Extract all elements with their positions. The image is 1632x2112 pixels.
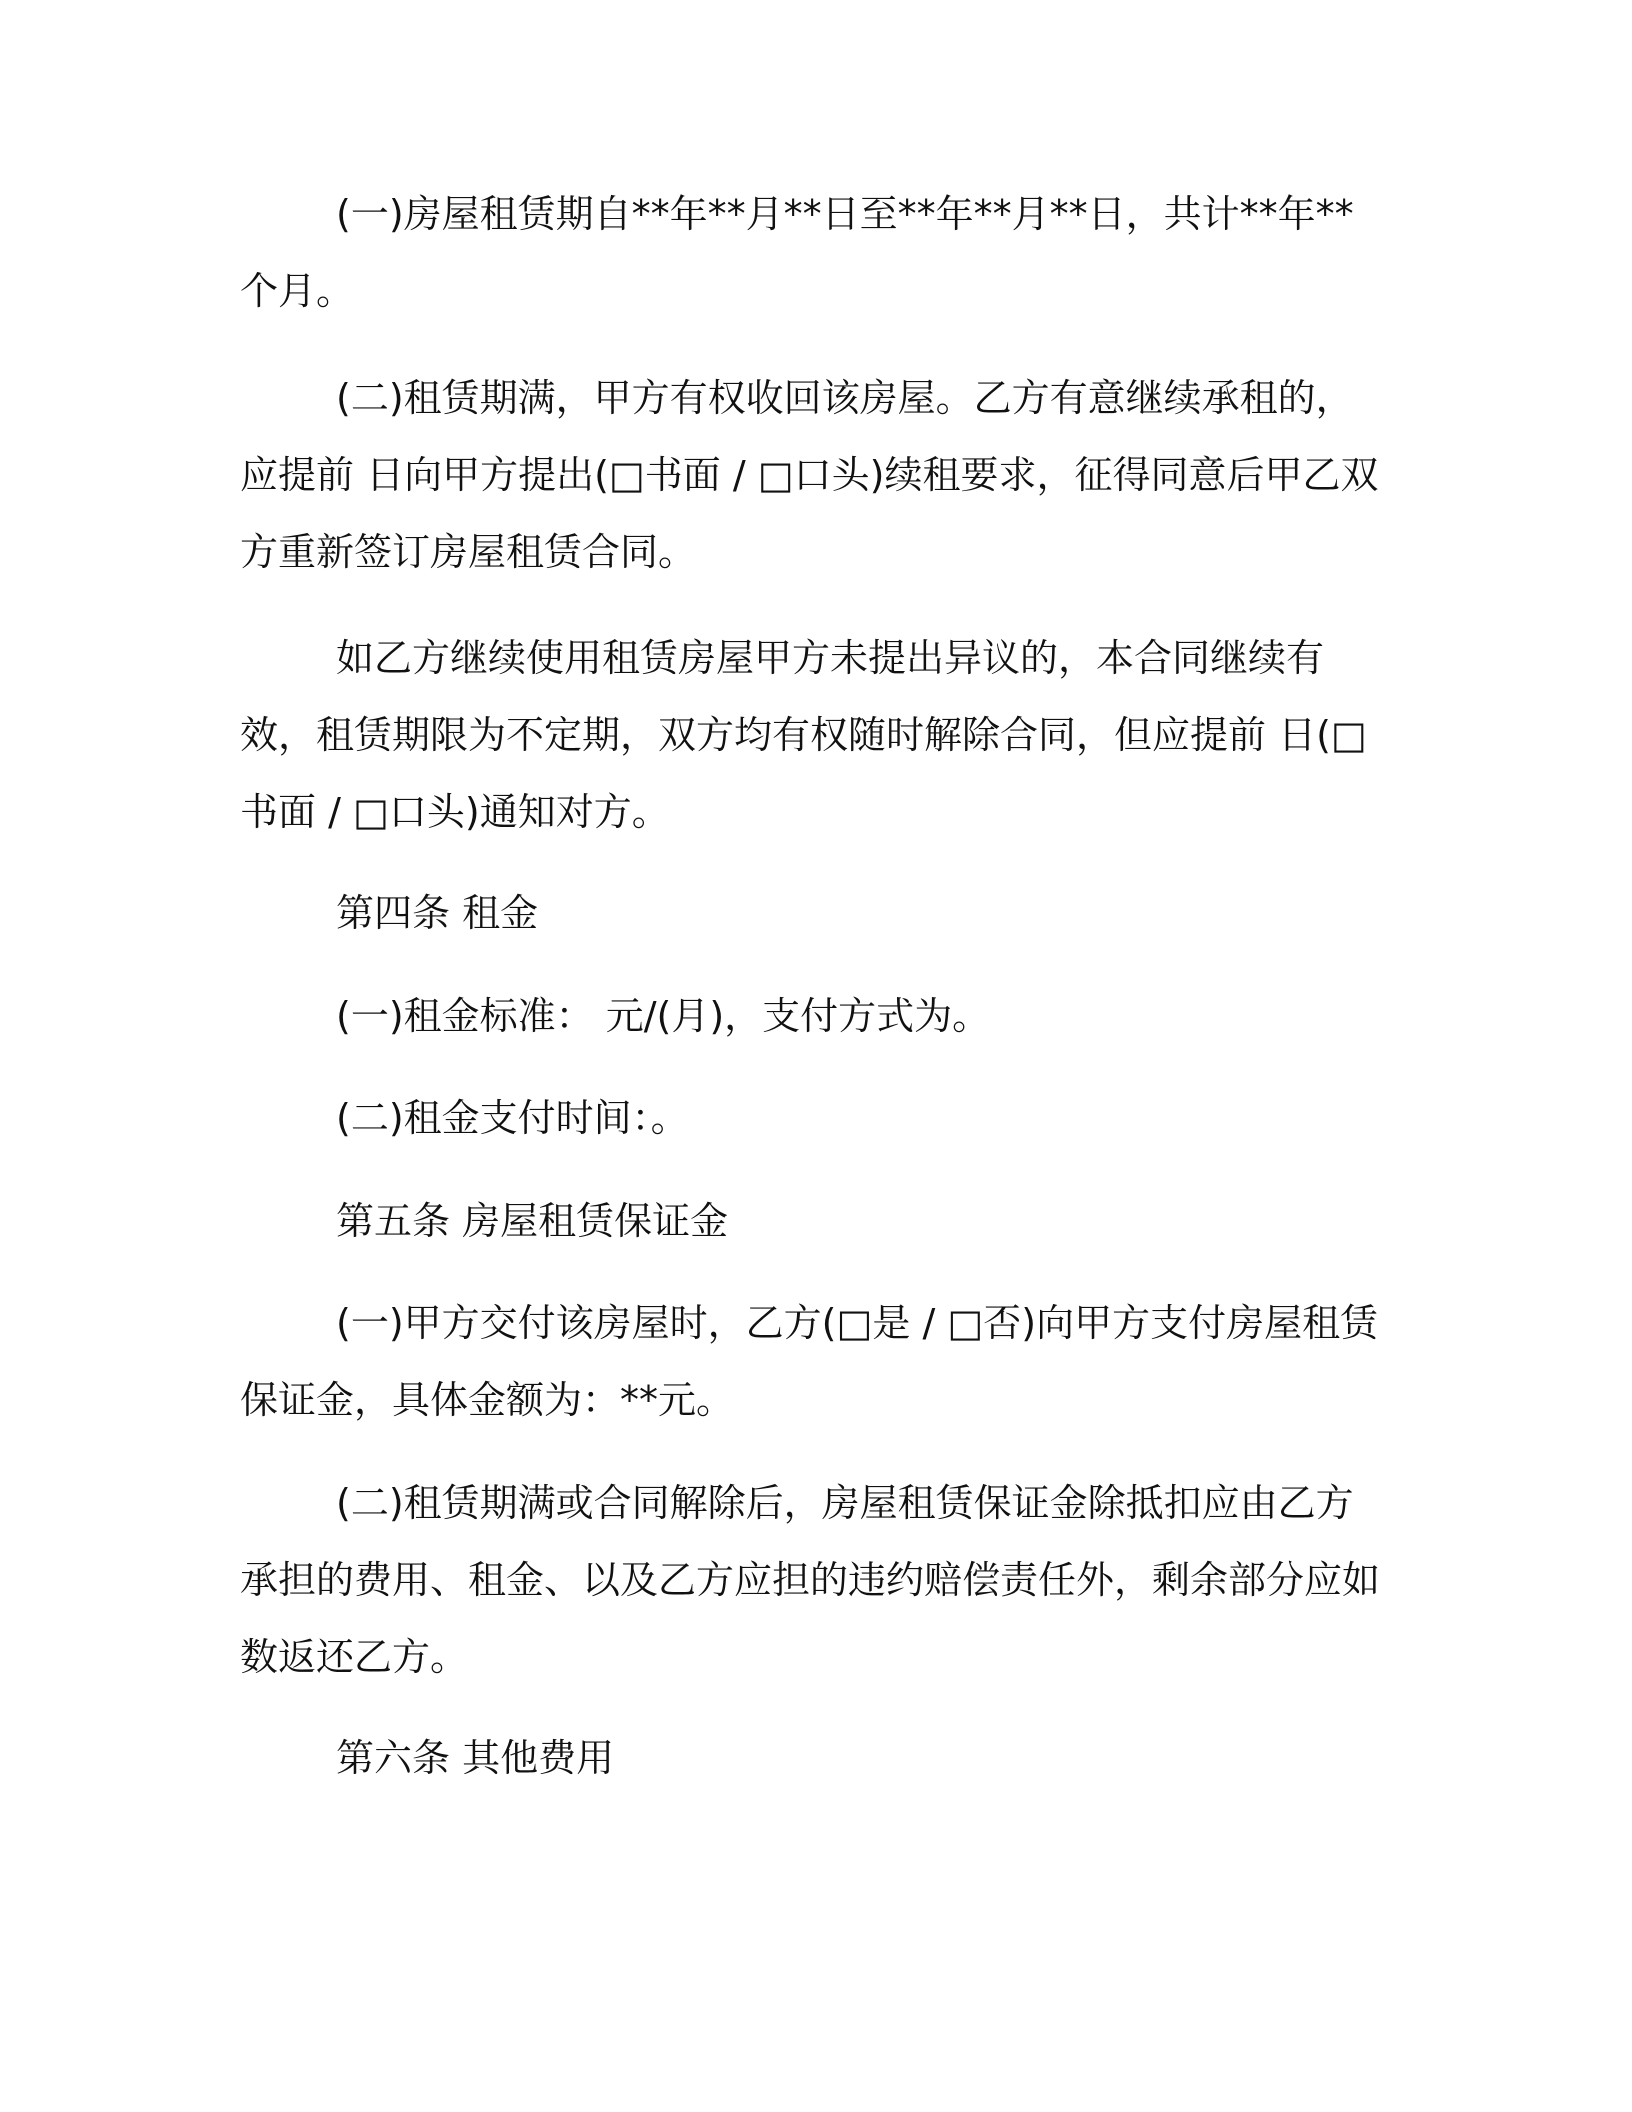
paragraph-lease-term: (一)房屋租赁期自**年**月**日至**年**月**日，共计**年**个月。 [240, 192, 1354, 313]
paragraph-indefinite-term: 如乙方继续使用租赁房屋甲方未提出异议的，本合同继续有效，租赁期限为不定期，双方均有权随时解除合同，但应提前 日(□书面 / □口头)通知对方。 [240, 636, 1367, 834]
heading-article-5-deposit: 第五条 房屋租赁保证金 [336, 1199, 729, 1243]
paragraph-deposit-amount: (一)甲方交付该房屋时，乙方(□是 / □否)向甲方支付房屋租赁保证金，具体金额为：**元。 [240, 1301, 1379, 1422]
paragraph-rent-standard: (一)租金标准： 元/(月)，支付方式为。 [336, 994, 991, 1038]
heading-article-6-other-fees: 第六条 其他费用 [336, 1736, 615, 1780]
paragraph-deposit-return: (二)租赁期满或合同解除后，房屋租赁保证金除抵扣应由乙方承担的费用、租金、以及乙方应担的违约赔偿责任外，剩余部分应如数返还乙方。 [240, 1481, 1381, 1679]
heading-article-4-rent: 第四条 租金 [336, 891, 539, 935]
paragraph-rent-payment-time: (二)租金支付时间：。 [336, 1096, 689, 1140]
paragraph-lease-renewal: (二)租赁期满，甲方有权收回该房屋。乙方有意继续承租的，应提前 日向甲方提出(□书面 / □口头)续租要求，征得同意后甲乙双方重新签订房屋租赁合同。 [240, 376, 1379, 574]
